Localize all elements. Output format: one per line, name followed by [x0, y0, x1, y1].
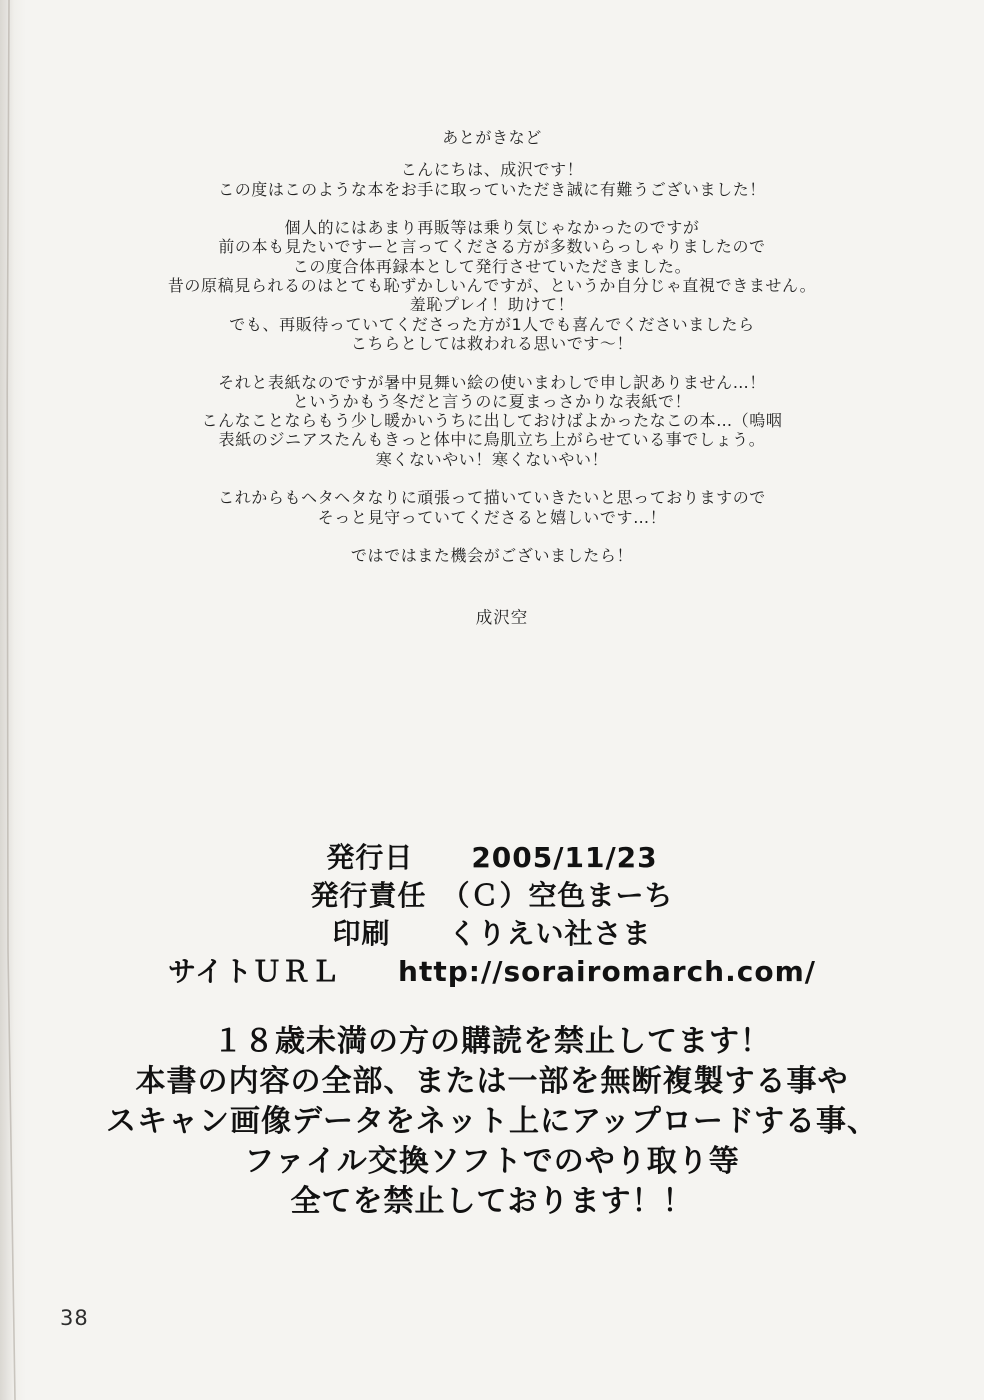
afterword-line: 個人的にはあまり再販等は乗り気じゃなかったのですが	[284, 218, 700, 238]
notice-line: １８歳未満の方の購読を禁止してます！	[213, 1024, 771, 1059]
afterword-line: こんなことならもう少し暖かいうちに出しておけばよかったなこの本…（嗚咽	[201, 411, 783, 431]
afterword-line	[0, 527, 984, 546]
colophon-line: 印刷 くりえい社さま	[332, 917, 652, 950]
afterword-line: 表紙のジニアスたんもきっと体中に鳥肌立ち上がらせている事でしょう。	[218, 430, 766, 450]
colophon-line: 発行日 2005/11/23	[326, 841, 658, 874]
afterword-line: 羞恥プレイ！助けて！	[409, 295, 575, 315]
afterword-section	[0, 128, 984, 566]
colophon-line: 発行責任 （Ｃ）空色まーち	[310, 879, 674, 912]
afterword-line: 昔の原稿見られるのはとても恥ずかしいんですが、というか自分じゃ直視できません。	[167, 276, 817, 296]
copyright-notice-section	[0, 1022, 984, 1222]
afterword-line: でも、再販待っていてくださった方が1人でも喜んでくださいましたら	[229, 314, 755, 334]
afterword-line: ではではまた機会がございましたら！	[350, 546, 634, 566]
afterword-line: それと表紙なのですが暑中見舞い絵の使いまわしで申し訳ありません…！	[218, 372, 766, 392]
colophon-line: サイトＵＲＬ http://sorairomarch.com/	[168, 955, 816, 988]
notice-line: 全てを禁止しております！！	[290, 1184, 694, 1219]
afterword-line: この度合体再録本として発行させていただきました。	[292, 256, 692, 276]
afterword-line: この度はこのような本をお手に取っていただき誠に有難うございました！	[218, 179, 766, 199]
afterword-line: こんにちは、成沢です！	[400, 160, 584, 180]
page-number: 38	[60, 1306, 89, 1330]
afterword-line: これからもヘタヘタなりに頑張って描いていきたいと思っておりますので	[218, 488, 766, 508]
afterword-body	[0, 160, 984, 565]
notice-line: 本書の内容の全部、または一部を無断複製する事や	[135, 1064, 849, 1099]
afterword-line: 寒くないやい！寒くないやい！	[375, 449, 609, 469]
author-signature: 成沢空	[475, 608, 529, 627]
afterword-line	[0, 469, 984, 488]
afterword-line: こちらとしては救われる思いです～！	[350, 333, 634, 353]
colophon-section	[0, 839, 984, 991]
notice-line: ファイル交換ソフトでのやり取り等	[244, 1144, 740, 1179]
afterword-line: そっと見守っていてくださると嬉しいです…！	[317, 507, 667, 527]
afterword-line	[0, 199, 984, 218]
notice-line: スキャン画像データをネット上にアップロードする事、	[106, 1104, 878, 1139]
afterword-title: あとがきなど	[442, 128, 542, 147]
afterword-line: 前の本も見たいですーと言ってくださる方が多数いらっしゃりましたので	[218, 237, 766, 257]
afterword-line	[0, 353, 984, 372]
afterword-line: というかもう冬だと言うのに夏まっさかりな表紙で！	[292, 391, 692, 411]
